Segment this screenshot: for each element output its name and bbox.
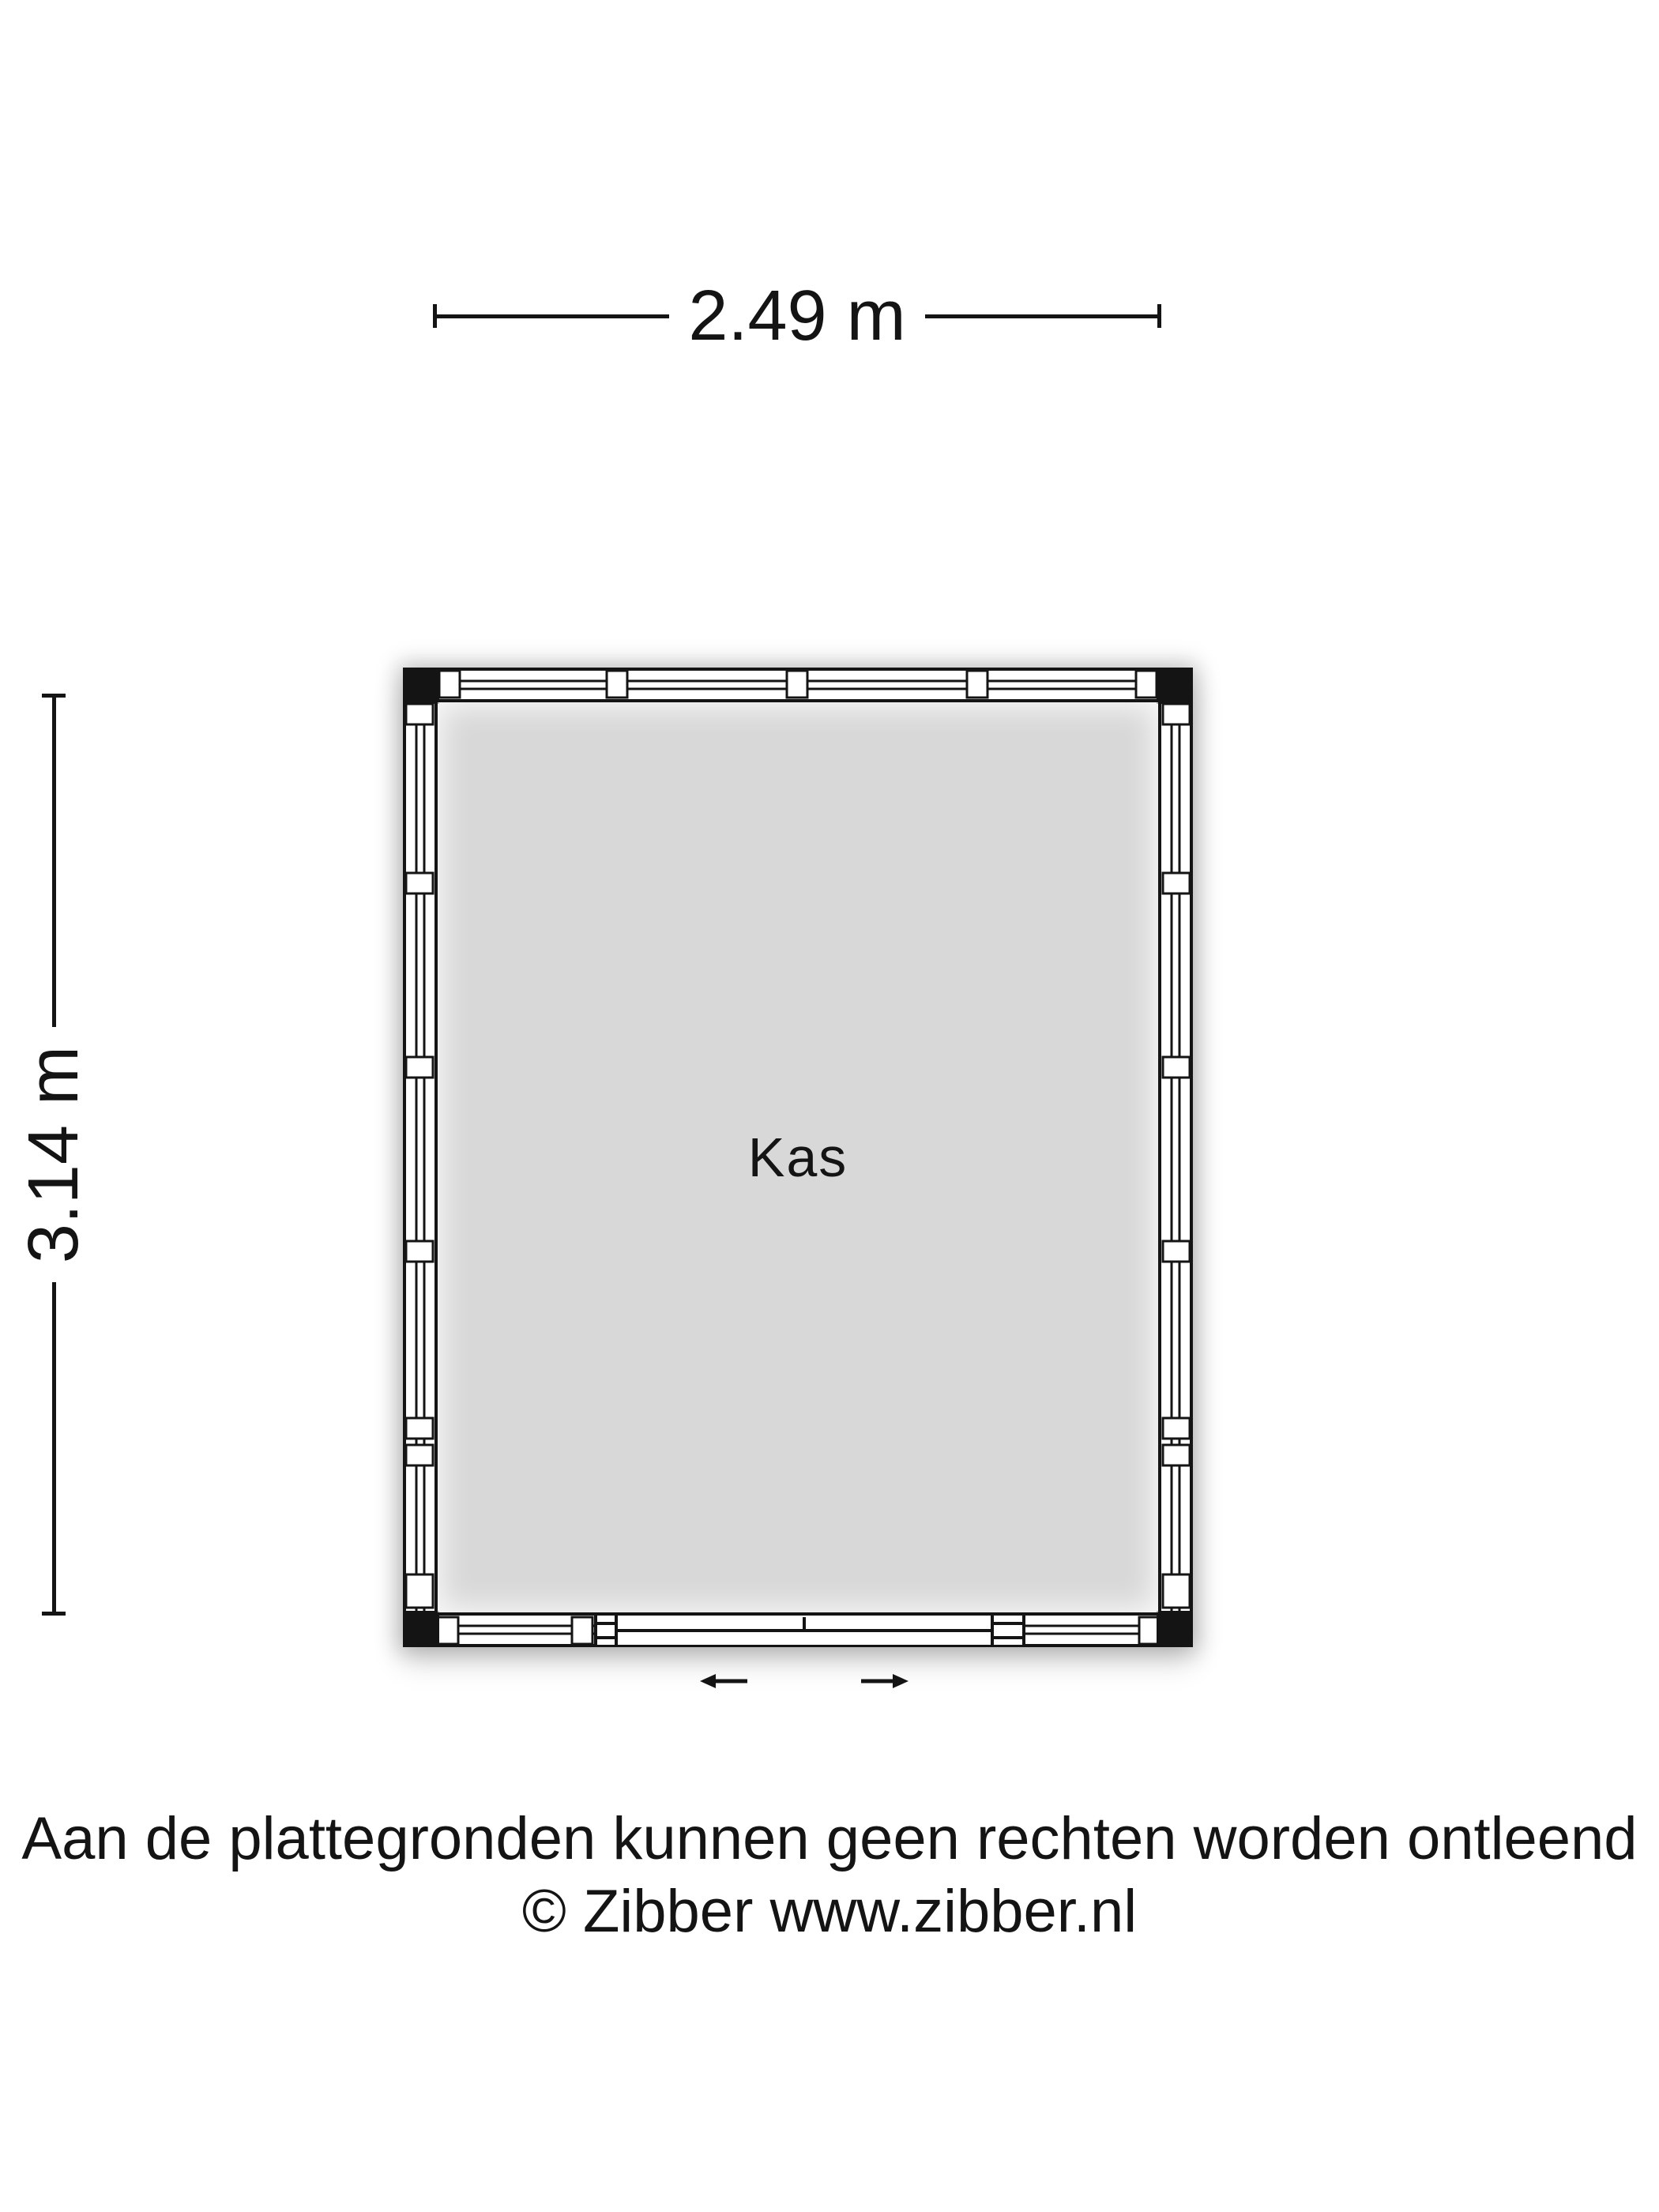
dimension-line [925, 314, 1157, 318]
dimension-line [437, 314, 669, 318]
disclaimer-text: Aan de plattegronden kunnen geen rechten worden ontleend [21, 1805, 1638, 1872]
room-label: Kas [747, 1127, 848, 1188]
dimension-line [52, 698, 56, 1027]
dimension-line [52, 1282, 56, 1612]
footer [0, 1803, 1659, 1948]
height-dimension [6, 694, 101, 1616]
copyright-text: © Zibber www.zibber.nl [521, 1878, 1138, 1945]
slide-right-arrow-icon [860, 1671, 910, 1691]
floorplan [403, 668, 1193, 1647]
sliding-door [594, 1614, 1025, 1646]
slide-left-arrow-icon [698, 1671, 749, 1691]
dimension-tick [42, 1612, 66, 1616]
height-dimension-label: 3.14 m [14, 1045, 93, 1264]
width-dimension [433, 276, 1161, 356]
dimension-tick [1157, 304, 1161, 328]
width-dimension-label: 2.49 m [688, 276, 906, 356]
